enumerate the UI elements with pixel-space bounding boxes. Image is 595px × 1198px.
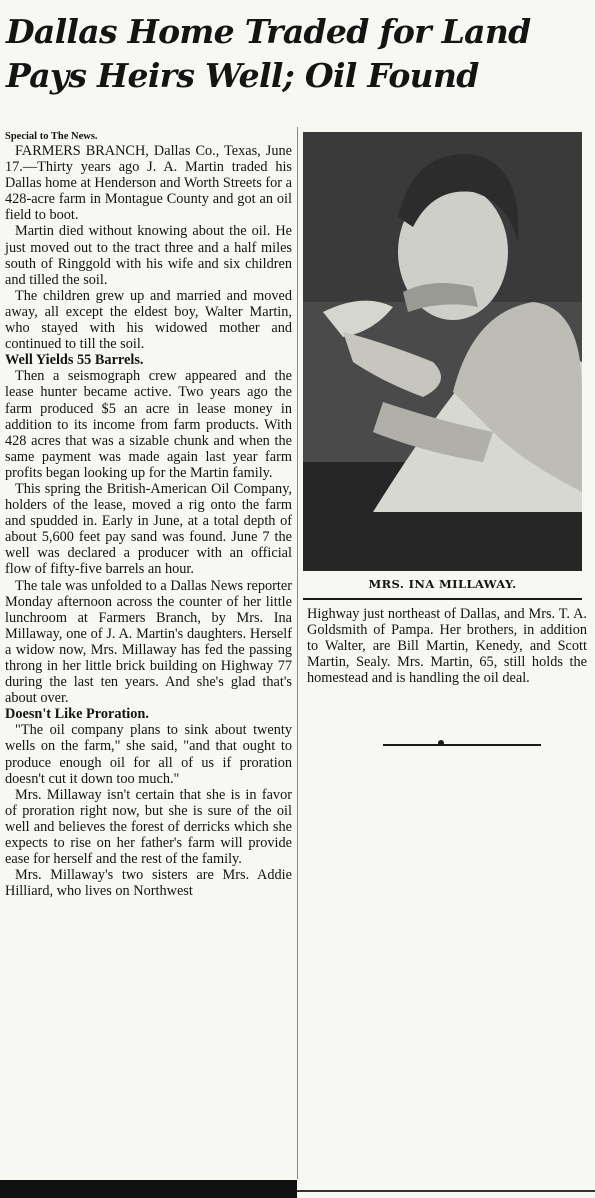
caption-rule — [303, 598, 582, 600]
bottom-rule — [297, 1190, 595, 1192]
paragraph: "The oil company plans to sink about twenty wells on the farm," she said, "and that ought to produce enough oil for all of us if proration doesn't cut it down too much." — [5, 722, 292, 787]
column-divider — [297, 127, 298, 1179]
paragraph: Highway just northeast of Dallas, and Mrs. T. A. Goldsmith of Pampa. Her brothers, in addition to Walter, are Bill Martin, Kenedy, and Scott Martin, Sealy. Mrs. Martin, 65, still holds the homestead and is handling the oil deal. — [307, 606, 587, 687]
bottom-bar — [0, 1180, 297, 1198]
paragraph: Martin died without knowing about the oil. He just moved out to the tract three and a half miles south of Ringgold with his wife and six children and tilled the soil. — [5, 223, 292, 288]
portrait-photo — [303, 132, 582, 571]
article-column-right — [307, 606, 587, 686]
end-rule-dot — [438, 740, 444, 746]
article-column-left — [5, 130, 292, 899]
paragraph: This spring the British-American Oil Company, holders of the lease, moved a rig onto the farm and spudded in. Early in June, at a total depth of about 5,600 feet pay sand was found. June 7 the well was declared a producer with an official flow of fifty-five barrels an hour. — [5, 480, 292, 578]
headline: Dallas Home Traded for Land Pays Heirs Well; Oil Found — [6, 12, 531, 95]
subhead: Well Yields 55 Barrels. — [5, 352, 144, 369]
paragraph: The children grew up and married and moved away, all except the eldest boy, Walter Martin, who stayed with his widowed mother and continued to till the soil. — [5, 287, 292, 353]
portrait-image — [303, 132, 582, 571]
end-rule — [383, 744, 541, 746]
dateline: Special to The News. — [5, 131, 98, 142]
subhead: Doesn't Like Proration. — [5, 706, 149, 723]
photo-caption: MRS. INA MILLAWAY. — [368, 577, 517, 591]
paragraph: Then a seismograph crew appeared and the lease hunter became active. Two years ago the farm produced $5 an acre in lease money in addition to its income from farm products. With 428 acres that was a sizable chunk and when the same payment was made again last year farm profits began looking up for the Martin family. — [5, 368, 292, 481]
paragraph: Mrs. Millaway isn't certain that she is in favor of proration right now, but she is sure of the oil well and believes the forest of derricks which she expects to rise on her father's farm will provide ease for herself and the rest of the family. — [5, 786, 292, 868]
paragraph: Mrs. Millaway's two sisters are Mrs. Addie Hilliard, who lives on Northwest — [5, 867, 292, 900]
paragraph: FARMERS BRANCH, Dallas Co., Texas, June 17.—Thirty years ago J. A. Martin traded his Dallas home at Henderson and Worth Streets for a 428-acre farm in Montague County and got an oil field to boot. — [5, 143, 292, 224]
paragraph: The tale was unfolded to a Dallas News reporter Monday afternoon across the counter of her little lunchroom at Farmers Branch, by Mrs. Ina Millaway, one of J. A. Martin's daughters. Herself a widow now, Mrs. Millaway has fed the passing throng in her little brick building on Highway 77 during the last ten years. And she's glad that's about over. — [5, 577, 292, 707]
